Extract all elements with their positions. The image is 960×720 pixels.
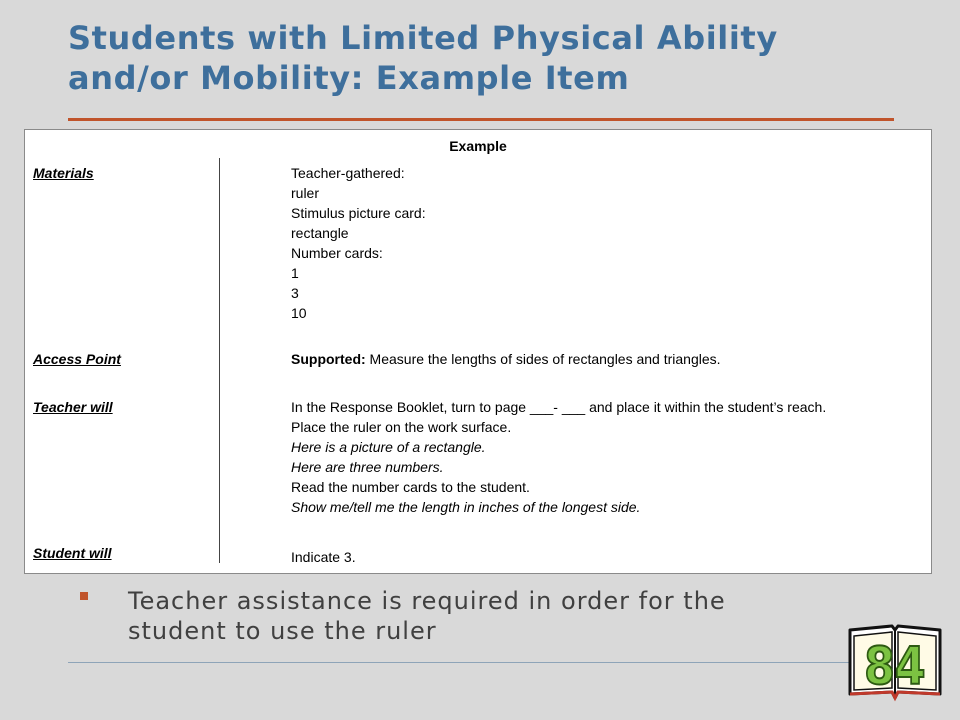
materials-line: 3: [291, 285, 299, 301]
materials-line: Number cards:: [291, 245, 383, 261]
row-label-teacher-will: Teacher will: [33, 399, 113, 415]
teacher-line-script: Here is a picture of a rectangle.: [291, 439, 486, 455]
slide-title-line-1: Students with Limited Physical Ability: [68, 19, 778, 57]
materials-line: rectangle: [291, 225, 349, 241]
materials-line: 1: [291, 265, 299, 281]
title-underline: [68, 118, 894, 121]
row-content-access-point: [291, 349, 721, 369]
access-point-bold-prefix: Supported:: [291, 351, 366, 367]
teacher-line: Place the ruler on the work surface.: [291, 419, 512, 435]
bullet-text-line-1: Teacher assistance is required in order for the: [128, 587, 726, 615]
row-content-teacher-will: [291, 397, 826, 517]
materials-line: Stimulus picture card:: [291, 205, 426, 221]
row-content-student-will: [291, 547, 356, 567]
student-line: Indicate 3.: [291, 549, 356, 565]
teacher-line: Read the number cards to the student.: [291, 479, 530, 495]
row-label-materials: Materials: [33, 165, 94, 181]
materials-line: Teacher-gathered:: [291, 165, 405, 181]
footer-rule: [68, 662, 858, 663]
page-number-book-icon: [846, 622, 944, 702]
slide-title: [68, 18, 908, 98]
bullet-text: [128, 586, 808, 646]
slide-title-line-2: and/or Mobility: Example Item: [68, 59, 630, 97]
materials-line: 10: [291, 305, 307, 321]
teacher-line-script: Here are three numbers.: [291, 459, 444, 475]
page-number: 84: [864, 636, 926, 697]
materials-line: ruler: [291, 185, 320, 201]
example-heading: Example: [449, 138, 507, 154]
row-label-student-will: Student will: [33, 545, 112, 561]
bullet-text-line-2: student to use the ruler: [128, 617, 437, 645]
teacher-line: In the Response Booklet, turn to page ___- ___ and place it within the student’s reach.: [291, 399, 827, 415]
row-content-materials: [291, 163, 426, 323]
teacher-line-script: Show me/tell me the length in inches of the longest side.: [291, 499, 641, 515]
row-label-access-point: Access Point: [33, 351, 121, 367]
access-point-text: Measure the lengths of sides of rectangles and triangles.: [365, 351, 721, 367]
square-bullet-icon: [80, 592, 88, 600]
example-item-table: [24, 129, 932, 574]
column-divider: [219, 158, 220, 563]
